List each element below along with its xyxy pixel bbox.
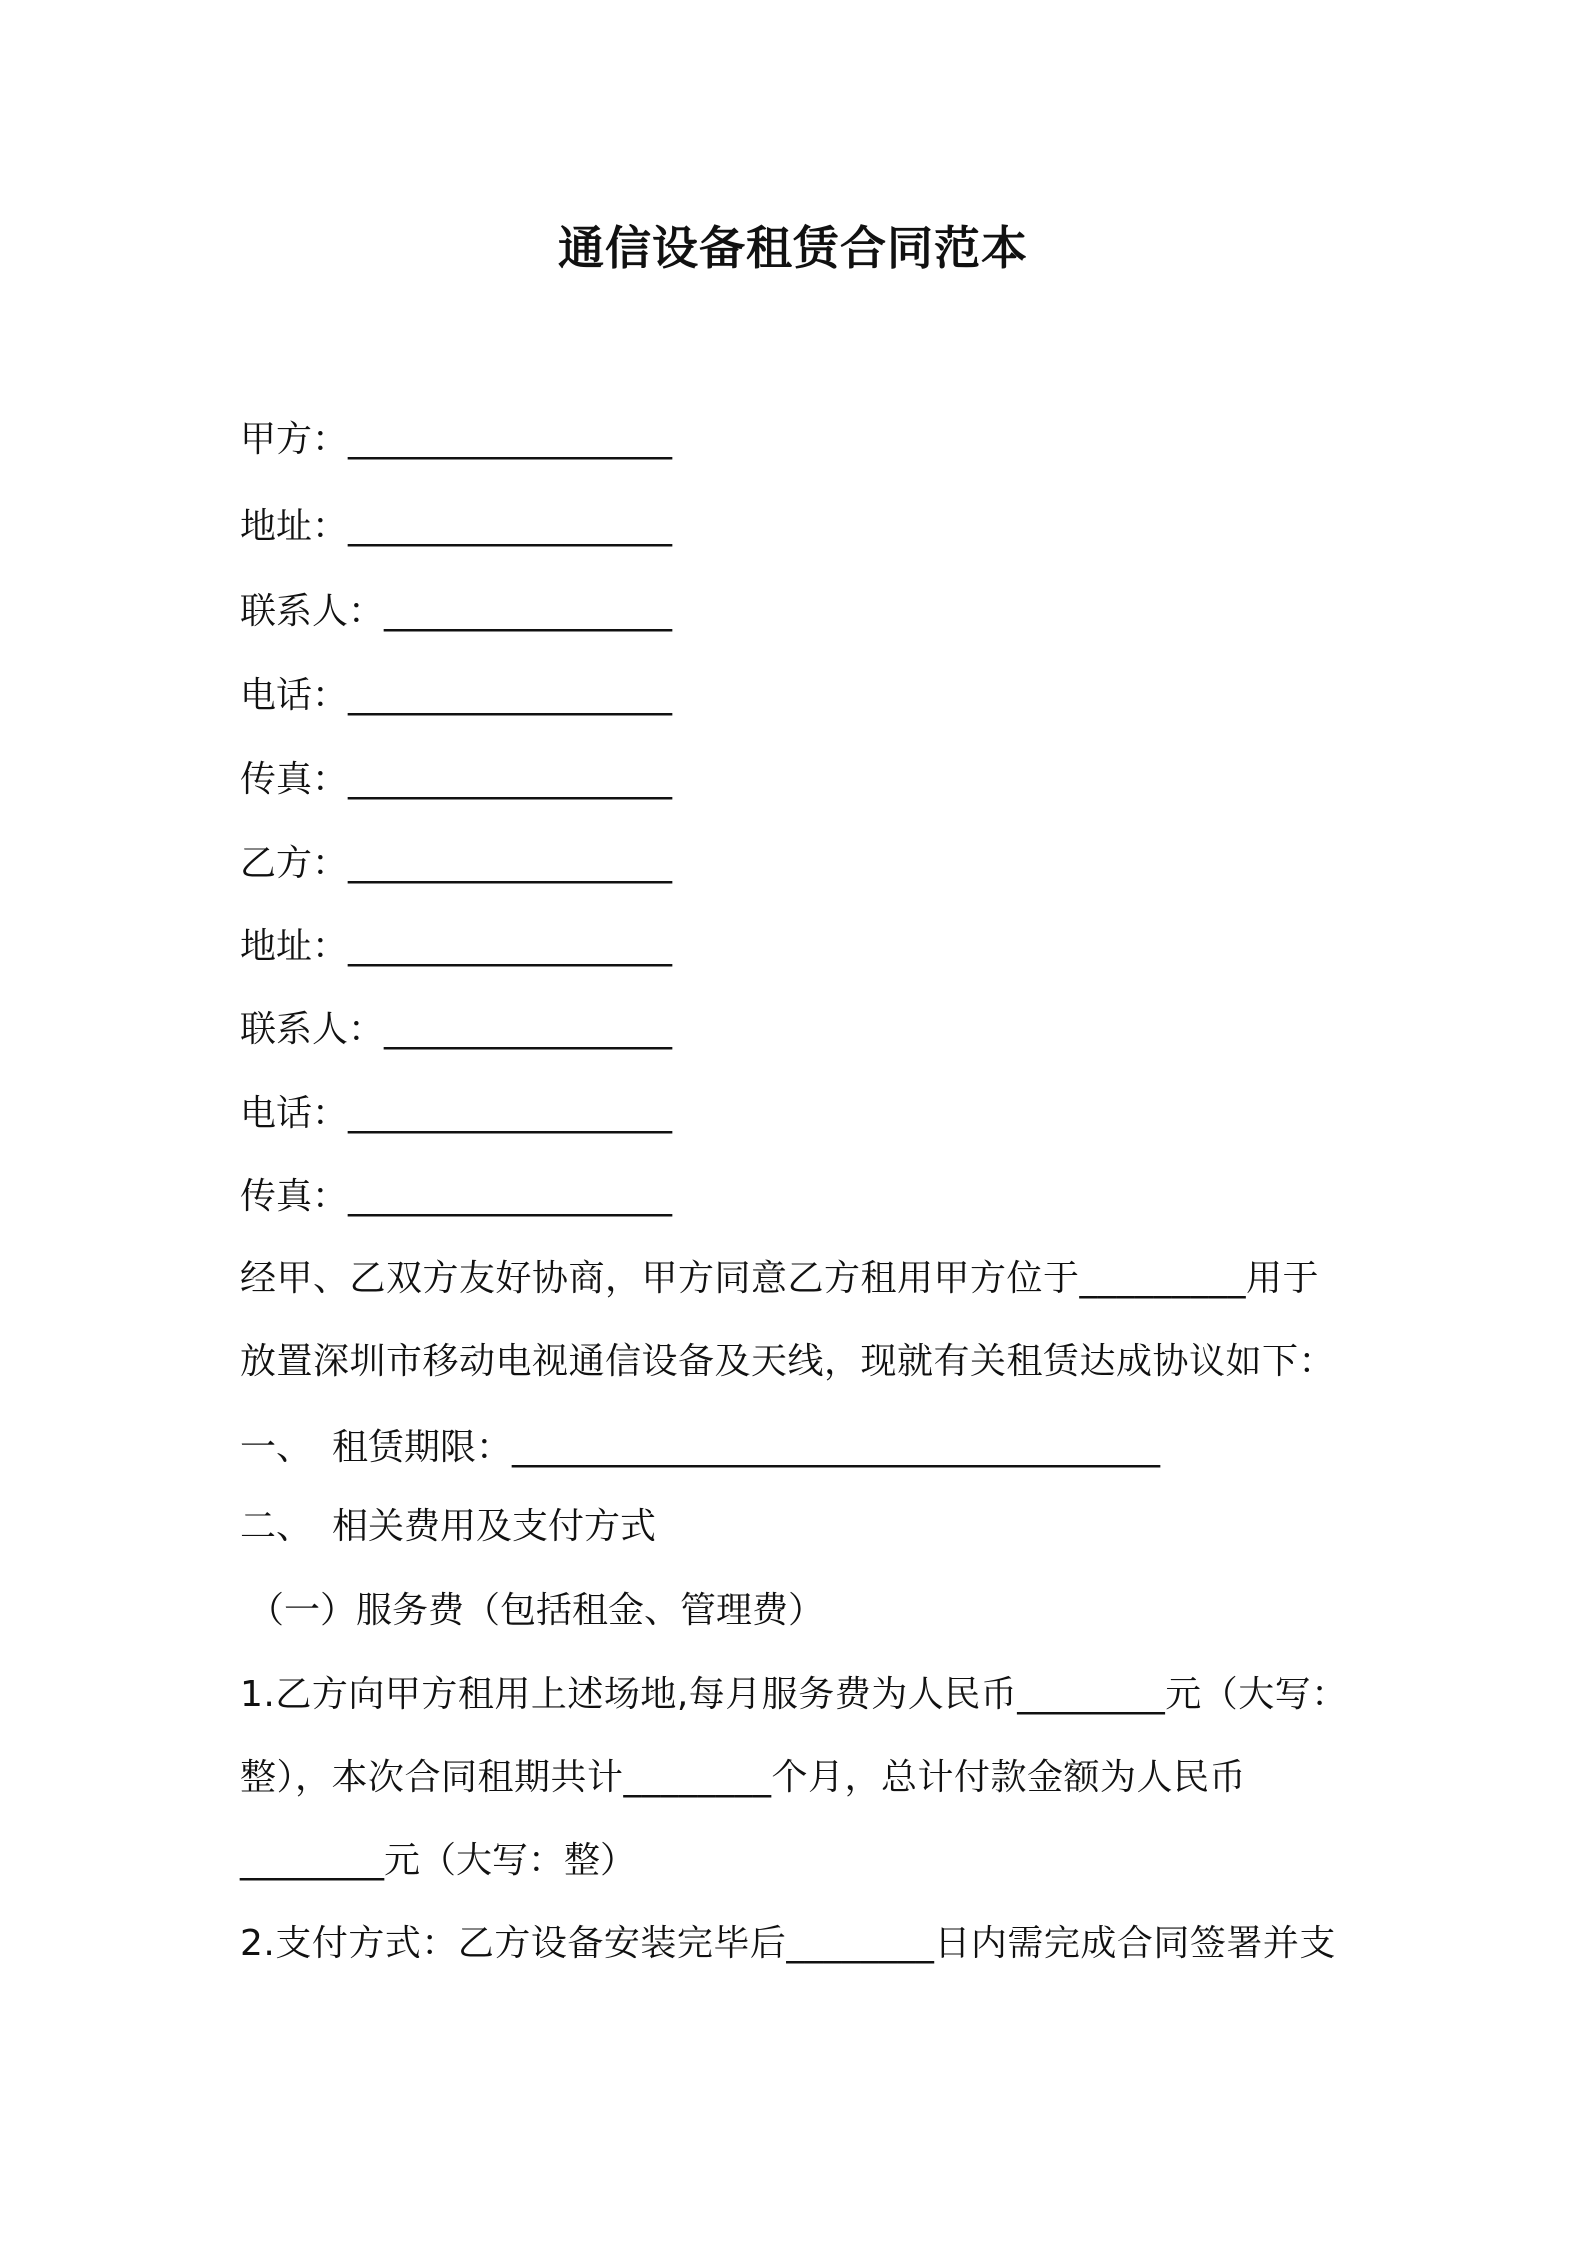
clause-2-line-1: 2.支付方式：乙方设备安装完毕后________日内需完成合同签署并支 xyxy=(240,1923,1336,1964)
party-b-fax-line xyxy=(240,1175,672,1219)
party-b-contact-line xyxy=(240,1008,672,1052)
fill-blank: __________________ xyxy=(348,926,673,967)
section-text: 相关费用及支付方式 xyxy=(332,1506,657,1547)
field-label: 地址： xyxy=(240,506,349,547)
fill-blank: __________________ xyxy=(348,506,673,547)
intro-line-2: 放置深圳市移动电视通信设备及天线，现就有关租赁达成协议如下： xyxy=(240,1341,1336,1382)
section-1-heading xyxy=(240,1426,1160,1470)
party-a-fax-line xyxy=(240,758,672,802)
document-title: 通信设备租赁合同范本 xyxy=(558,221,1028,275)
clause-1-line-2: 整），本次合同租期共计________个月，总计付款金额为人民币 xyxy=(240,1757,1247,1798)
subsection-service-fee: （一）服务费（包括租金、管理费） xyxy=(248,1590,825,1631)
field-label: 联系人： xyxy=(240,1009,385,1050)
field-label: 传真： xyxy=(240,759,349,800)
field-label: 乙方： xyxy=(240,843,349,884)
fill-blank: __________________ xyxy=(348,843,673,884)
fill-blank: __________________ xyxy=(348,419,673,460)
fill-blank: ________________ xyxy=(384,1009,673,1050)
party-b-name-line xyxy=(240,842,672,886)
field-label: 地址： xyxy=(240,926,349,967)
fill-blank: __________________ xyxy=(348,759,673,800)
section-2-heading xyxy=(240,1505,656,1549)
field-label: 电话： xyxy=(240,675,349,716)
field-label: 甲方： xyxy=(240,419,349,460)
party-a-phone-line xyxy=(240,674,672,718)
section-number: 二、 xyxy=(240,1506,313,1547)
field-label: 联系人： xyxy=(240,591,385,632)
section-text: 租赁期限：____________________________________ xyxy=(332,1427,1161,1468)
fill-blank: ________________ xyxy=(384,591,673,632)
intro-line-1: 经甲、乙双方友好协商，甲方同意乙方租用甲方位于_________用于 xyxy=(240,1258,1320,1299)
fill-blank: __________________ xyxy=(348,1093,673,1134)
fill-blank: __________________ xyxy=(348,675,673,716)
field-label: 传真： xyxy=(240,1176,349,1217)
field-label: 电话： xyxy=(240,1093,349,1134)
party-b-address-line xyxy=(240,925,672,969)
party-b-phone-line xyxy=(240,1092,672,1136)
section-number: 一、 xyxy=(240,1427,313,1468)
fill-blank: __________________ xyxy=(348,1176,673,1217)
clause-1-line-3: ________元（大写：整） xyxy=(240,1840,637,1881)
party-a-name-line xyxy=(240,418,672,462)
clause-1-line-1: 1.乙方向甲方租用上述场地,每月服务费为人民币________元（大写： xyxy=(240,1674,1348,1715)
party-a-contact-line xyxy=(240,590,672,634)
party-a-address-line xyxy=(240,505,672,549)
